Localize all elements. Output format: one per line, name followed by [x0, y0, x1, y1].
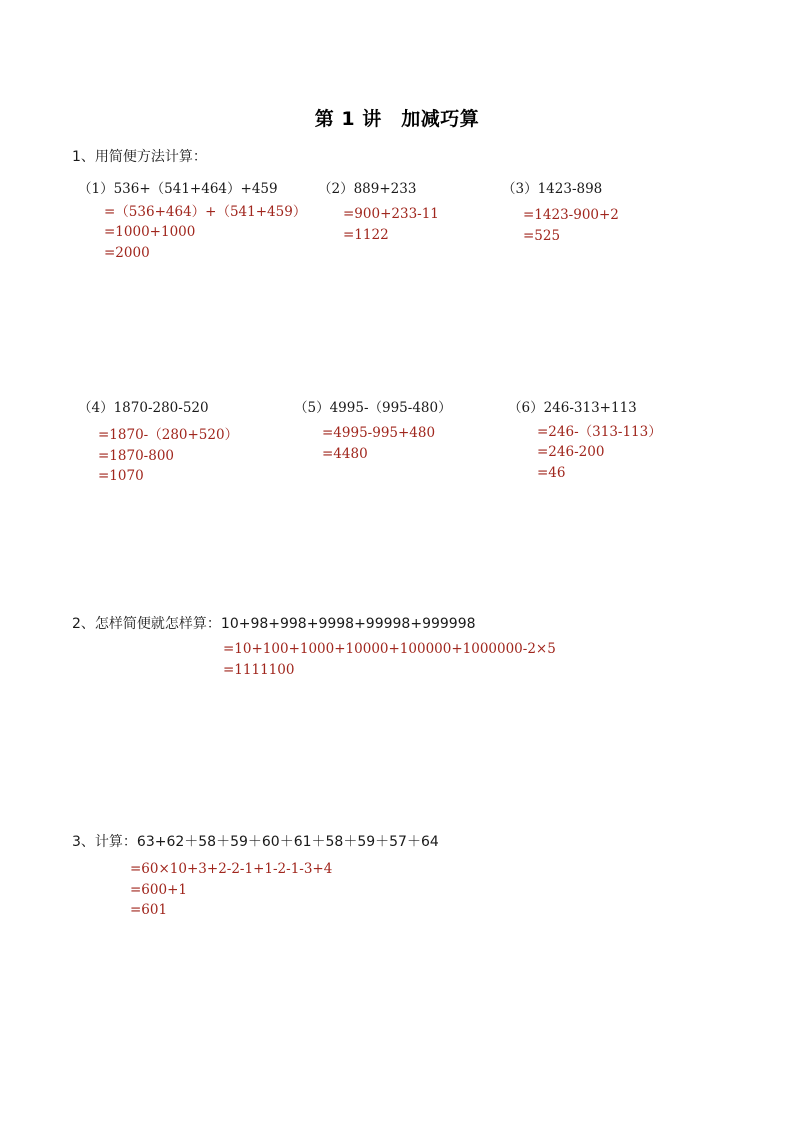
problem-1-step-3: =2000	[104, 245, 150, 261]
problem-4-step-2: =1870-800	[98, 448, 174, 464]
problem-2-label: （2）889+233	[318, 181, 417, 197]
question-2-step-2: =1111100	[223, 662, 295, 678]
problem-3-label: （3）1423-898	[502, 181, 603, 197]
problem-1-step-2: =1000+1000	[104, 224, 196, 240]
question-2-step-1: =10+100+1000+10000+100000+1000000-2×5	[223, 641, 556, 657]
problem-2-step-2: =1122	[343, 227, 389, 243]
problem-5-step-1: =4995-995+480	[322, 425, 436, 441]
question-2-heading: 2、怎样简便就怎样算：10+98+998+9998+99998+999998	[72, 616, 476, 632]
problem-3-step-1: =1423-900+2	[523, 207, 619, 223]
problem-5-step-2: =4480	[322, 446, 368, 462]
problem-1-step-1: =（536+464）+（541+459）	[104, 204, 307, 220]
question-3-step-2: =600+1	[130, 882, 187, 898]
problem-6-label: （6）246-313+113	[508, 400, 637, 416]
problem-4-step-3: =1070	[98, 468, 144, 484]
problem-6-step-3: =46	[537, 465, 566, 481]
problem-3-step-2: =525	[523, 228, 561, 244]
problem-6-step-2: =246-200	[537, 444, 605, 460]
question-3-step-3: =601	[130, 902, 168, 918]
problem-4-step-1: =1870-（280+520）	[98, 427, 239, 443]
question-1-heading: 1、用简便方法计算：	[72, 149, 207, 165]
page-title: 第 1 讲 加减巧算	[314, 108, 480, 130]
problem-4-label: （4）1870-280-520	[78, 400, 209, 416]
problem-2-step-1: =900+233-11	[343, 206, 439, 222]
question-3-heading: 3、计算：63+62＋58＋59＋60＋61＋58＋59＋57＋64	[72, 834, 439, 850]
problem-6-step-1: =246-（313-113）	[537, 424, 662, 440]
problem-5-label: （5）4995-（995-480）	[294, 400, 452, 416]
problem-1-label: （1）536+（541+464）+459	[78, 181, 278, 197]
question-3-step-1: =60×10+3+2-2-1+1-2-1-3+4	[130, 861, 333, 877]
